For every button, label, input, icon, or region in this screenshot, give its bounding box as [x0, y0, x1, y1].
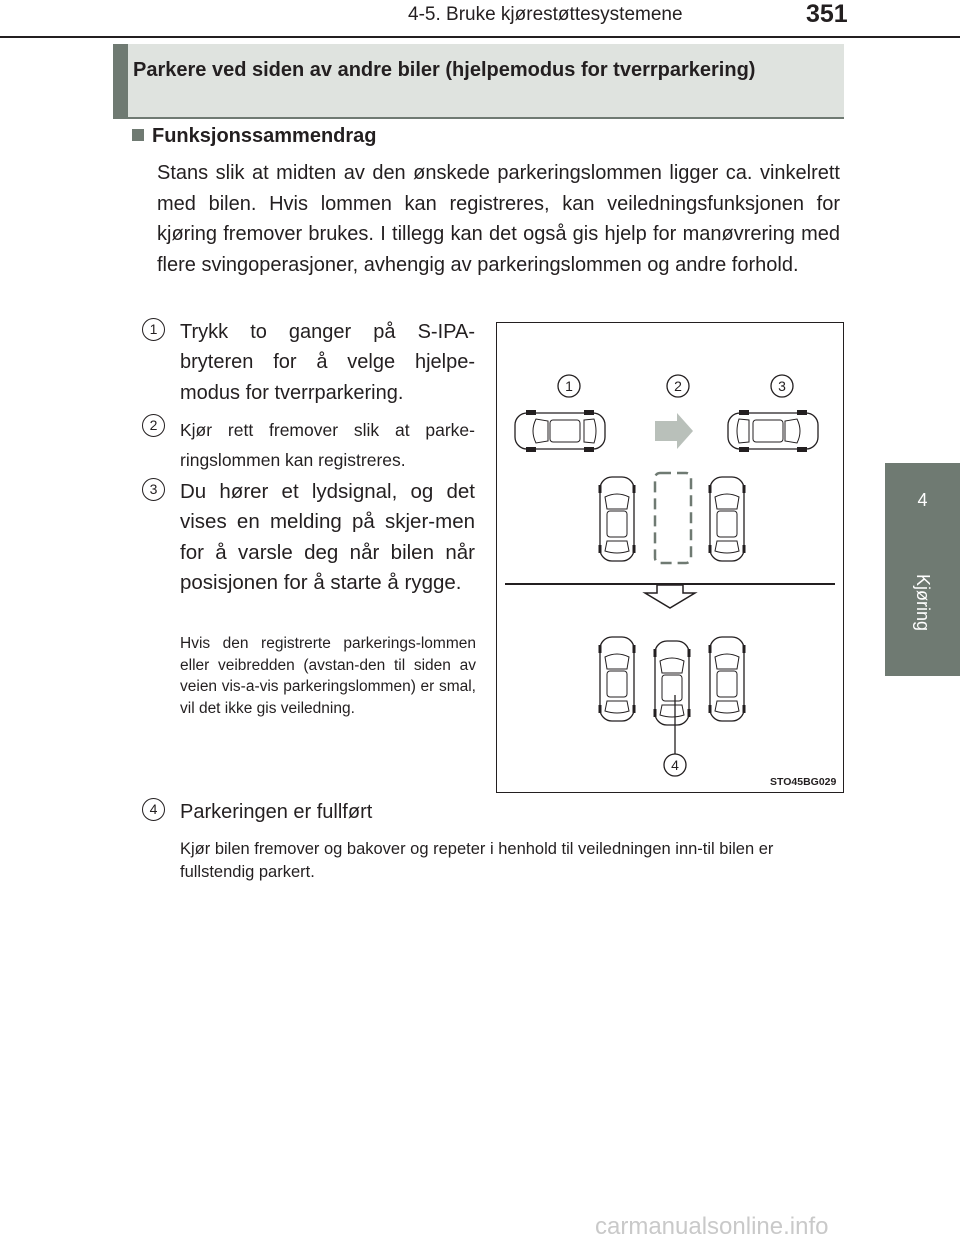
square-bullet-icon — [132, 129, 144, 141]
step-text: Kjør rett fremover slik at parke-ringslommen kan registreres. — [180, 420, 475, 471]
step-note: Kjør bilen fremover og bakover og repeter i henhold til veiledningen inn-til bilen er fullstendig parkert. — [180, 840, 774, 881]
step-text: Parkeringen er fullført — [180, 801, 373, 823]
step-number: 4 — [142, 798, 165, 821]
summary-paragraph: Stans slik at midten av den ønskede parkeringslommen ligger ca. vinkelrett med bilen. Hvis lommen kan registreres, kan veiledningsfunksjonen for kjøring fremover brukes. I tillegg kan det også gis hjelp for manøvrering med flere svingoperasjoner, avhengig av parkeringslommen og andre forhold. — [157, 162, 840, 276]
parking-diagram — [497, 323, 842, 791]
chapter-label-text: Kjøring — [913, 573, 933, 631]
section-heading-bar — [113, 44, 128, 117]
step-number: 3 — [142, 478, 165, 501]
svg-text:2: 2 — [674, 378, 682, 394]
sub-heading-text: Funksjonssammendrag — [152, 125, 377, 147]
section-heading-rule — [113, 117, 844, 119]
page-number: 351 — [806, 0, 848, 28]
step-number: 1 — [142, 318, 165, 341]
running-header: 4-5. Bruke kjørestøttesystemene — [408, 4, 683, 25]
callout-2 — [667, 375, 689, 397]
chapter-number: 4 — [917, 490, 928, 510]
svg-text:3: 3 — [778, 378, 786, 394]
watermark: carmanualsonline.info — [595, 1213, 829, 1240]
host-car-position-1 — [515, 410, 605, 452]
callout-1 — [558, 375, 580, 397]
callout-3 — [771, 375, 793, 397]
step-number: 2 — [142, 414, 165, 437]
arrow-down-icon — [645, 585, 695, 608]
callout-4 — [664, 754, 686, 776]
parked-car-right — [710, 477, 744, 561]
chapter-label — [885, 570, 960, 630]
sub-heading — [132, 125, 377, 148]
host-car-parked — [655, 641, 689, 725]
svg-text:4: 4 — [671, 757, 679, 773]
header-rule — [0, 36, 960, 38]
parked-car-left-after — [600, 637, 634, 721]
svg-text:1: 1 — [565, 378, 573, 394]
parking-space-outline — [655, 473, 691, 563]
step-text: Trykk to ganger på S-IPA-bryteren for å velge hjelpe-modus for tverrparkering. — [180, 321, 475, 404]
parked-car-right-after — [710, 637, 744, 721]
section-title: Parkere ved siden av andre biler (hjelpemodus for tverrparkering) — [133, 59, 756, 81]
arrow-right-icon — [655, 413, 693, 449]
figure-code: STO45BG029 — [770, 776, 837, 788]
parking-illustration — [496, 322, 844, 793]
step-text: Du hører et lydsignal, og det vises en melding på skjer-men for å varsle deg når bilen når posisjonen for å starte å rygge. — [180, 480, 475, 595]
parked-car-left — [600, 477, 634, 561]
host-car-position-3 — [728, 410, 818, 452]
step-note: Hvis den registrerte parkerings-lommen eller veibredden (avstan-den til siden av veien vis-a-vis parkeringslommen) er smal, vil det ikke gis veiledning. — [180, 635, 476, 717]
